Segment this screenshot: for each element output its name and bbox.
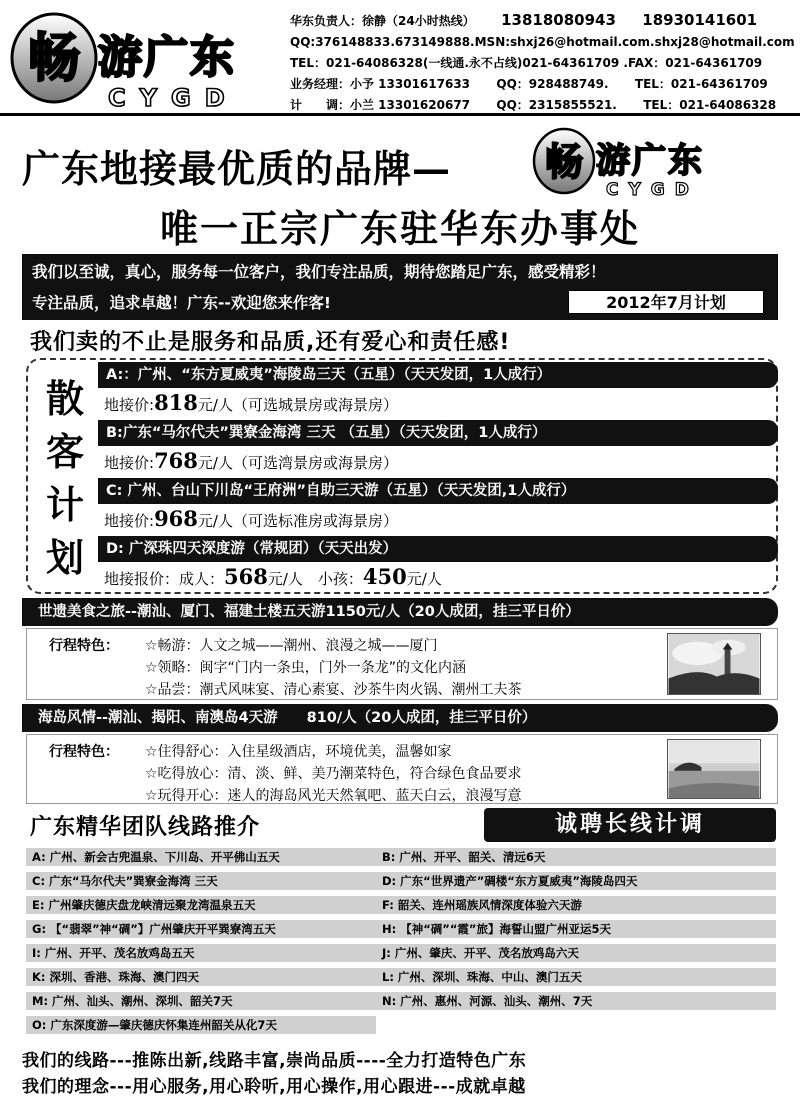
route-k: K: 深圳、香港、珠海、澳门四天 xyxy=(26,968,376,986)
planner-tel: TEL：021-64086328 xyxy=(643,98,777,112)
header xyxy=(0,0,800,116)
route-d: D: 广东“世界遗产”碉楼“东方夏威夷”海陵岛四天 xyxy=(376,872,776,890)
plan-d-title: D: 广深珠四天深度游（常规团）（天天出发） xyxy=(98,536,778,562)
plan-b-title: B:广东“马尔代夫”巽寮金海湾 三天 （五星）（天天发团，1人成行） xyxy=(98,420,778,446)
svg-text:游广东: 游广东 xyxy=(98,32,236,83)
plan-a-price: 地接价:818元/人（可选城景房或海景房） xyxy=(104,390,398,415)
tour1-feature-1: ☆畅游：人文之城——潮州、浪漫之城——厦门 xyxy=(145,638,438,654)
manager-label: 华东负责人：徐静（24小时热线） xyxy=(290,14,475,28)
lighthouse-photo xyxy=(667,633,761,695)
route-c: C: 广东“马尔代夫”巽寮金海湾 三天 xyxy=(26,872,376,890)
route-m: M: 广州、汕头、潮州、深圳、韶关7天 xyxy=(26,992,376,1010)
tour1-feature-label: 行程特色： xyxy=(49,638,119,654)
svg-text:畅: 畅 xyxy=(544,139,584,184)
plan-a-title: A:：广州、“东方夏威夷”海陵岛三天（五星）（天天发团，1人成行） xyxy=(98,362,778,388)
route-l: L: 广州、深圳、珠海、中山、澳门五天 xyxy=(376,968,776,986)
plan-date-badge: 2012年7月计划 xyxy=(568,290,764,314)
tour1-feature-3: ☆品尝：潮式风味宴、清心素宴、沙茶牛肉火锅、潮州工夫茶 xyxy=(145,682,522,698)
route-g: G: 【“翡翠”神“碉”】广州肇庆开平巽寮湾五天 xyxy=(26,920,376,938)
planner-qq: QQ：2315855521. xyxy=(496,98,617,112)
svg-text:CYGD: CYGD xyxy=(108,84,239,110)
motto-line-2: 专注品质，追求卓越！广东--欢迎您来作客! xyxy=(32,294,331,312)
slogan: 我们卖的不止是服务和品质,还有爱心和责任感! xyxy=(30,330,511,355)
planner: 计 调：小兰 13301620677 xyxy=(290,98,471,112)
headline-brand: 广东地接最优质的品牌— xyxy=(22,146,452,191)
sales-manager: 业务经理：小予 13301617633 xyxy=(290,77,471,91)
footer-philosophy-line: 我们的理念---用心服务,用心聆听,用心操作,用心跟进---成就卓越 xyxy=(22,1077,526,1097)
headline-office: 唯一正宗广东驻华东办事处 xyxy=(159,206,640,251)
motto-banner xyxy=(22,254,778,320)
contact-info xyxy=(290,10,795,116)
brand-logo-small xyxy=(530,124,780,198)
plan-d-price: 地接报价：成人：568元/人 小孩：450元/人 xyxy=(104,564,442,589)
team-routes-title: 广东精华团队线路推介 xyxy=(30,815,261,840)
tour2-feature-2: ☆吃得放心：清、淡、鲜、美乃潮菜特色，符合绿色食品要求 xyxy=(145,766,522,782)
tour2-feature-3: ☆玩得开心：迷人的海岛风光天然氧吧、蓝天白云，浪漫写意 xyxy=(145,788,522,804)
footer-routes-line: 我们的线路---推陈出新,线路丰富,崇尚品质----全力打造特色广东 xyxy=(22,1051,527,1071)
motto-line-1: 我们以至诚，真心，服务每一位客户，我们专注品质，期待您踏足广东，感受精彩！ xyxy=(32,263,606,281)
island-photo xyxy=(667,739,761,799)
plans-side-title: 散 客 计 划 xyxy=(45,376,84,580)
route-o: O: 广东深度游—肇庆德庆怀集连州韶关从化7天 xyxy=(26,1016,376,1034)
route-i: I: 广州、开平、茂名放鸡岛五天 xyxy=(26,944,376,962)
tour2-title: 海岛风情--潮汕、揭阳、南澳岛4天游 810/人（20人成团，挂三平日价） xyxy=(22,704,778,732)
tour2-feature-1: ☆住得舒心：入住星级酒店，环境优美，温馨如家 xyxy=(145,744,452,760)
plan-c-title: C: 广州、台山下川岛“王府洲”自助三天游（五星）（天天发团,1人成行） xyxy=(98,478,778,504)
sales-qq: QQ：928488749. xyxy=(496,77,609,91)
sales-tel: TEL：021-64361709 xyxy=(634,77,768,91)
plan-b-price: 地接价:768元/人（可选湾景房或海景房） xyxy=(104,448,398,473)
tour1-title: 世遗美食之旅--潮汕、厦门、福建土楼五天游1150元/人（20人成团，挂三平日价） xyxy=(22,598,778,626)
tour1-details xyxy=(26,628,778,700)
tel-fax-line: TEL：021-64086328(一线通.永不占线)021-64361709 .FAX：021-64361709 xyxy=(290,56,763,70)
tour2-feature-label: 行程特色： xyxy=(49,744,119,760)
route-e: E: 广州肇庆德庆盘龙峡清远聚龙湾温泉五天 xyxy=(26,896,376,914)
tour1-feature-2: ☆领略：闽字“门内一条虫，门外一条龙”的文化内涵 xyxy=(145,660,467,676)
route-a: A: 广州、新会古兜温泉、下川岛、开平佛山五天 xyxy=(26,848,376,866)
recruitment-banner: 诚聘长线计调 xyxy=(484,808,776,842)
route-n: N: 广州、惠州、河源、汕头、潮州、7天 xyxy=(376,992,776,1010)
route-f: F: 韶关、连州瑶族风情深度体验六天游 xyxy=(376,896,776,914)
qq-msn-line: QQ:376148833.673149888.MSN:shxj26@hotmail.com.shxj28@hotmail.com xyxy=(290,35,795,49)
svg-text:CYGD: CYGD xyxy=(606,180,699,198)
plan-c-price: 地接价:968元/人（可选标准房或海景房） xyxy=(104,506,398,531)
svg-text:畅: 畅 xyxy=(27,28,81,89)
hotline-1: 13818080943 xyxy=(501,11,616,29)
individual-plans-box xyxy=(26,358,778,594)
hotline-2: 18930141601 xyxy=(642,11,758,29)
tour2-details xyxy=(26,734,778,804)
route-h: H: 【神“碉”“霞”旅】海誓山盟广州亚运5天 xyxy=(376,920,776,938)
svg-text:游广东: 游广东 xyxy=(596,141,704,181)
route-b: B: 广州、开平、韶关、清远6天 xyxy=(376,848,776,866)
route-j: J: 广州、肇庆、开平、茂名放鸡岛六天 xyxy=(376,944,776,962)
brand-logo xyxy=(8,6,278,110)
